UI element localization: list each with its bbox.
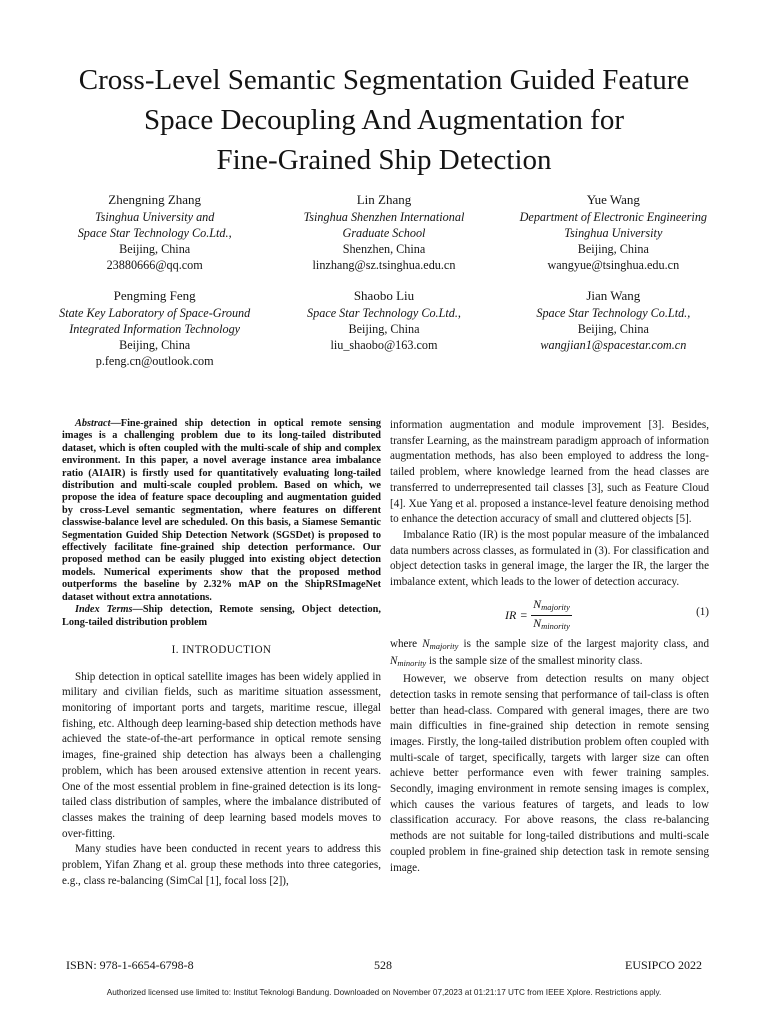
- equation-denominator: [531, 616, 572, 635]
- author-name: Lin Zhang: [356, 192, 412, 207]
- author-name: Yue Wang: [586, 192, 640, 207]
- author-location: Beijing, China: [577, 242, 649, 256]
- author-block: [269, 288, 498, 369]
- author-block: [269, 192, 498, 273]
- paragraph: However, we observe from detection results on many object detection tasks in remote sensing that performance of tail-class is often better than head-class. Compared with general images, there are two main difficulties in fine-grained ship detection in remote sensing images. Firstly, the long-tailed distribution problem often coupled with multi-scale of target, specifically, targets with larger size can often achieve better performance even with fewer training samples. Secondly, imaging environment in remote sensing images is complex, which causes the various features of targets, and leads to low classification accuracy. For above reasons, the class re-balancing methods are not suitable for long-tailed distributions and multi-scale coupled problem in fine-grained ship detection task in remote sensing image.: [390, 673, 709, 874]
- where-text: is the sample size of the largest majority class, and: [458, 637, 709, 650]
- author-name: Pengming Feng: [113, 288, 196, 303]
- author-affiliation: Graduate School: [342, 226, 426, 240]
- author-affiliation: Space Star Technology Co.Ltd.,: [307, 306, 461, 320]
- denominator-subscript: minority: [541, 621, 570, 632]
- author-location: Beijing, China: [119, 242, 191, 256]
- paragraph: [390, 637, 709, 672]
- left-column: [62, 418, 381, 889]
- footer-conference: EUSIPCO 2022: [624, 958, 702, 972]
- author-row-2: [40, 288, 728, 369]
- equation-lhs: IR: [505, 608, 517, 623]
- author-affiliation: State Key Laboratory of Space-Ground: [59, 306, 251, 320]
- equation: [390, 595, 709, 633]
- author-affiliation: Space Star Technology Co.Ltd.,: [77, 226, 232, 240]
- author-location: Beijing, China: [119, 338, 191, 352]
- author-affiliation: Department of Electronic Engineering: [519, 210, 708, 224]
- author-email: wangjian1@spacestar.com.cn: [540, 338, 687, 352]
- author-name: Zhengning Zhang: [108, 192, 202, 207]
- author-email: p.feng.cn@outlook.com: [95, 354, 214, 368]
- author-block: [40, 288, 269, 369]
- paragraph: Many studies have been conducted in recent years to address this problem, Yifan Zhang et al. group these methods into three categories, e.g., class re-balancing (SimCal [1], focal loss [2]),: [62, 843, 381, 887]
- author-block: [499, 192, 728, 273]
- author-block: [40, 192, 269, 273]
- footer-page-number: 528: [374, 958, 392, 972]
- author-location: Beijing, China: [348, 322, 420, 336]
- index-terms: [62, 604, 381, 629]
- var-subscript: minority: [397, 658, 427, 669]
- author-row-1: [40, 192, 728, 273]
- author-affiliation: Integrated Information Technology: [69, 322, 241, 336]
- denominator-base: N: [533, 616, 542, 631]
- author-affiliation: Tsinghua University and: [94, 210, 215, 224]
- abstract: [62, 418, 381, 604]
- author-email: liu_shaobo@163.com: [330, 338, 438, 352]
- var-n: N: [390, 655, 398, 668]
- author-affiliation: Tsinghua Shenzhen International: [303, 210, 465, 224]
- author-affiliation: Tsinghua University: [564, 226, 663, 240]
- abstract-label: Abstract: [75, 418, 111, 429]
- title-line: Cross-Level Semantic Segmentation Guided Feature: [78, 64, 690, 96]
- title-line: Fine-Grained Ship Detection: [216, 144, 552, 176]
- paragraph: Ship detection in optical satellite images has been widely applied in military and civilian fields, such as maritime situation assessment, monitoring of important ports and targets, maritime rescue, illegal fishing, etc. Although deep learning-based ship detection methods have achieved the state-of-the-art performance in optical remote sensing images, fine-grained ship detection has always been a challenging problem, which has been aroused extensive attention in recent years. One of the most essential problem in fine-grained detection is its long-tailed class distribution of samples, where the imbalance distributed of classes makes the training of deep learning based models moves to over-fitting.: [62, 670, 381, 840]
- equation-number: (1): [696, 605, 709, 618]
- index-terms-text: —Ship detection, Remote sensing, Object detection, Long-tailed distribution problem: [62, 604, 381, 628]
- paper-title: [40, 60, 728, 180]
- author-affiliation: Space Star Technology Co.Ltd.,: [536, 306, 691, 320]
- var-n: N: [422, 637, 430, 650]
- author-name: Jian Wang: [586, 288, 641, 303]
- title-line: Space Decoupling And Augmentation for: [143, 104, 624, 136]
- where-text: is the sample size of the smallest minority class.: [426, 655, 643, 668]
- equation-equals: =: [520, 608, 528, 623]
- author-email: linzhang@sz.tsinghua.edu.cn: [312, 258, 456, 272]
- numerator-subscript: majority: [541, 601, 570, 612]
- author-email: 23880666@qq.com: [106, 258, 203, 272]
- footer-isbn: ISBN: 978-1-6654-6798-8: [66, 958, 194, 972]
- paragraph: information augmentation and module improvement [3]. Besides, transfer Learning, as the mainstream paradigm approach of information augmentation methods, has also been employed to address the long-tailed problem, where knowledge learned from the head classes are transferred to underrepresented tail classes [3], such as Feature Cloud [4]. Xue Yang et al. proposed a instance-level feature denoising method to enhance the detection accuracy of small and cluttered objects [5].: [390, 419, 709, 526]
- license-notice: Authorized licensed use limited to: Institut Teknologi Bandung. Downloaded on November 07,2023 at 01:21:17 UTC from IEEE Xplore. Restrictions apply.: [106, 988, 662, 997]
- equation-numerator: [531, 597, 572, 617]
- author-location: Beijing, China: [577, 322, 649, 336]
- equation-fraction: [531, 597, 572, 635]
- index-terms-label: Index Terms: [75, 604, 133, 616]
- author-email: wangyue@tsinghua.edu.cn: [547, 258, 680, 272]
- section-heading: I. INTRODUCTION: [171, 643, 272, 656]
- author-location: Shenzhen, China: [342, 242, 426, 256]
- author-name: Shaobo Liu: [353, 288, 415, 303]
- var-subscript: majority: [429, 640, 459, 651]
- paragraph: Imbalance Ratio (IR) is the most popular measure of the imbalanced data numbers across classes, as formulated in (3). For classification and object detection tasks in general image, the larger the IR, the larger the imbalance extent, which leads to the lower of detection accuracy.: [390, 528, 709, 589]
- right-column: [390, 418, 709, 876]
- where-text: where: [390, 637, 423, 650]
- equation-math: [505, 597, 572, 635]
- author-block: [499, 288, 728, 369]
- numerator-base: N: [533, 596, 542, 611]
- abstract-text: —Fine-grained ship detection in optical remote sensing images is a challenging problem due to its long-tailed distributed dataset, which is often coupled with the multi-scale of ship and complex environment. In this paper, a novel average instance area imbalance ratio (AIAIR) is firstly used for quantitatively evaluating long-tailed distribution and multi-scale coupled problem. Based on which, we propose the idea of feature space decoupling and augmentation guided by cross-Level semantic segmentation, where features on different classwise-balance level are scheduled. On this basis, a Siamese Semantic Segmentation Guided Ship Detection Network (SGSDet) is proposed to effectively facilitate fine-grained ship detection performance. Our proposed method can be easily plugged into existing object detection models. Numerical experiments show that the proposed method outperforms the baseline by 2.32% mAP on the ShipRSImageNet dataset without extra annotations.: [62, 418, 381, 603]
